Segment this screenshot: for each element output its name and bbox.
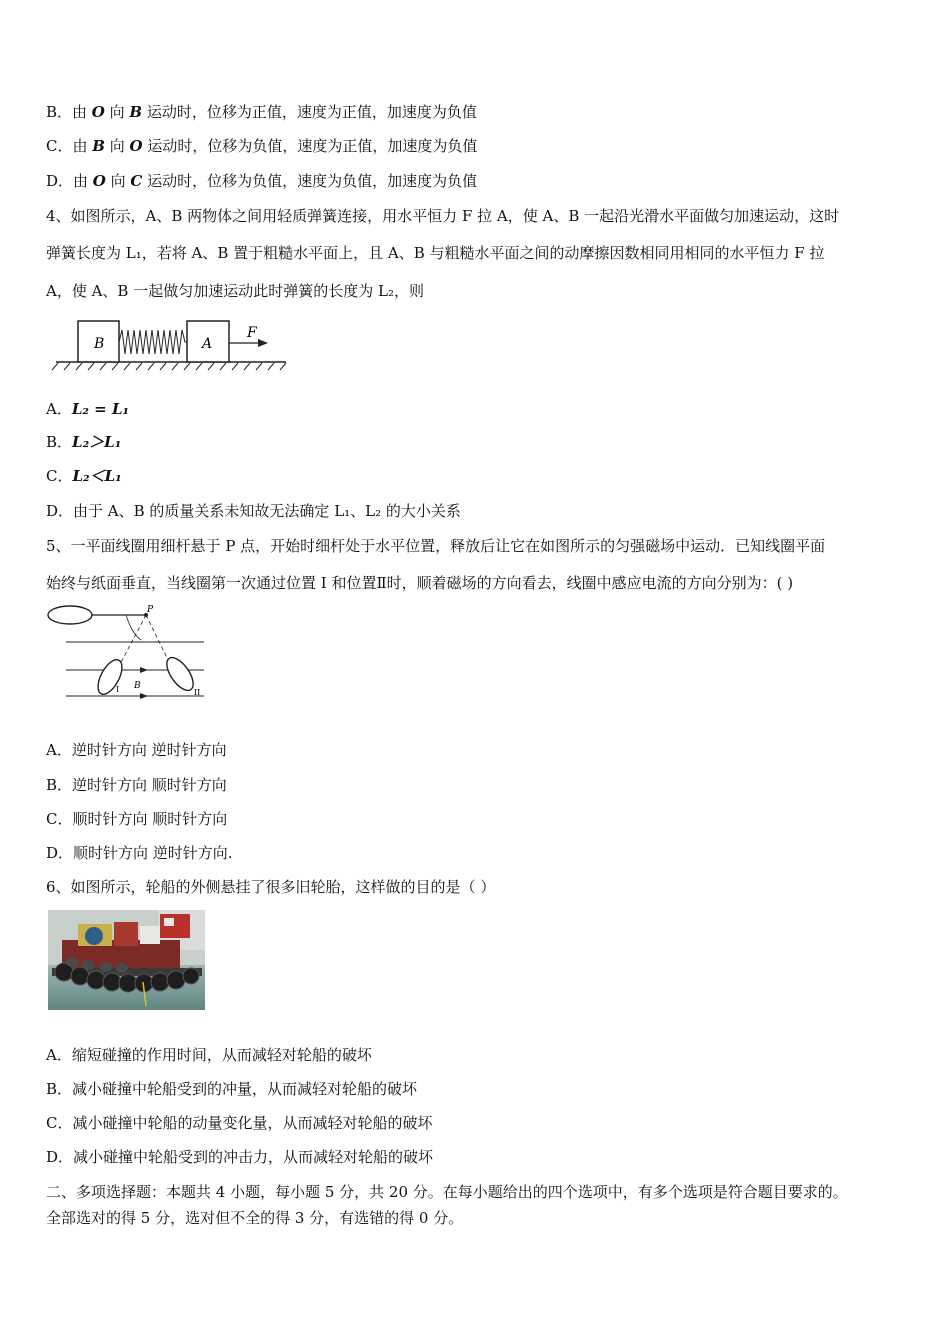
- option-label: C．: [46, 467, 73, 485]
- prev-option-d: [46, 171, 477, 191]
- option-text: 运动时，位移为负值，速度为正值，加速度为负值: [142, 137, 478, 155]
- option-text: 向: [105, 172, 131, 190]
- position-1-label: I: [116, 685, 120, 694]
- option-text: L₂＜L₁: [72, 467, 122, 485]
- option-label: C．由: [46, 137, 93, 155]
- q4-option-b: [46, 432, 121, 452]
- point-label: B: [92, 137, 105, 155]
- q5-coil-figure: [46, 600, 211, 705]
- option-text: 逆时针方向 逆时针方向: [71, 741, 227, 759]
- prev-option-b: [46, 102, 477, 122]
- spring: [119, 330, 187, 354]
- force-label: F: [247, 325, 257, 341]
- option-text: 运动时，位移为正值，速度为正值，加速度为负值: [142, 103, 477, 121]
- option-label: B．由: [46, 103, 92, 121]
- q6-stem: 6、如图所示，轮船的外侧悬挂了很多旧轮胎，这样做的目的是（ ）: [46, 878, 496, 896]
- coil-position-1: [93, 656, 127, 698]
- q5-option-d: [46, 843, 233, 863]
- point-label: O: [129, 137, 143, 155]
- q4-stem-line1: 4、如图所示，A、B 两物体之间用轻质弹簧连接，用水平恒力 F 拉 A，使 A、B 一起沿光滑水平面做匀加速运动，这时: [46, 207, 840, 225]
- section2-heading-line1: 二、多项选择题：本题共 4 小题，每小题 5 分，共 20 分。在每小题给出的四个选项中，有多个选项是符合题目要求的。: [46, 1183, 848, 1201]
- q5-option-a: [46, 740, 227, 760]
- option-label: D．: [46, 844, 74, 862]
- option-text: 减小碰撞中轮船的动量变化量，从而减轻对轮船的破坏: [72, 1114, 433, 1132]
- point-label: O: [91, 103, 105, 121]
- point-label: B: [129, 103, 143, 121]
- option-text: 缩短碰撞的作用时间，从而减轻对轮船的破坏: [71, 1046, 372, 1064]
- option-text: L₂＞L₁: [72, 433, 122, 451]
- q5-option-b: [46, 775, 227, 795]
- coil-start: [48, 606, 92, 624]
- option-text: 向: [104, 103, 130, 121]
- option-label: A．: [46, 741, 72, 759]
- option-text: 减小碰撞中轮船受到的冲击力，从而减轻对轮船的破坏: [73, 1148, 434, 1166]
- option-label: D．: [46, 502, 74, 520]
- point-label: C: [130, 172, 143, 190]
- option-label: A．: [46, 400, 72, 418]
- option-label: C．: [46, 1114, 73, 1132]
- block-b-label: B: [94, 336, 105, 352]
- q6-option-c: [46, 1113, 433, 1133]
- option-label: B．: [46, 776, 73, 794]
- position-2-label: II: [194, 688, 201, 697]
- q5-stem-line1: 5、一平面线圈用细杆悬于 P 点，开始时细杆处于水平位置，释放后让它在如图所示的匀强磁场中运动．已知线圈平面: [46, 537, 826, 555]
- option-label: D．: [46, 1148, 74, 1166]
- field-b-label: B: [134, 681, 141, 691]
- option-label: D．由: [46, 172, 93, 190]
- q4-option-c: [46, 466, 122, 486]
- q4-stem-line2: 弹簧长度为 L₁，若将 A、B 置于粗糙水平面上，且 A、B 与粗糙水平面之间的动摩擦因数相同用相同的水平恒力 F 拉: [46, 244, 825, 262]
- option-text: L₂ = L₁: [71, 400, 130, 418]
- pivot-p-label: P: [147, 605, 154, 615]
- q6-option-b: [46, 1079, 417, 1099]
- option-text: 运动时，位移为负值，速度为负值，加速度为负值: [142, 172, 478, 190]
- option-label: C．: [46, 810, 73, 828]
- block-a-label: A: [202, 336, 213, 352]
- option-text: 顺时针方向 逆时针方向.: [73, 844, 233, 862]
- q5-stem-line2: 始终与纸面垂直，当线圈第一次通过位置 I 和位置Ⅱ时，顺着磁场的方向看去，线圈中感应电流的方向分别为：( ): [46, 574, 794, 592]
- q6-option-d: [46, 1147, 433, 1167]
- option-label: A．: [46, 1046, 72, 1064]
- option-text: 逆时针方向 顺时针方向: [72, 776, 227, 794]
- point-label: O: [92, 172, 106, 190]
- coil-position-2: [162, 653, 199, 694]
- q6-option-a: [46, 1045, 372, 1065]
- option-text: 由于 A、B 的质量关系未知故无法确定 L₁、L₂ 的大小关系: [73, 502, 461, 520]
- option-label: B．: [46, 433, 73, 451]
- option-text: 向: [104, 137, 130, 155]
- q4-stem-line3: A，使 A、B 一起做匀加速运动此时弹簧的长度为 L₂，则: [46, 282, 424, 300]
- q5-option-c: [46, 809, 227, 829]
- q4-option-d: [46, 501, 461, 521]
- option-text: 顺时针方向 顺时针方向: [72, 810, 228, 828]
- section2-heading-line2: 全部选对的得 5 分，选对但不全的得 3 分，有选错的得 0 分。: [46, 1209, 464, 1227]
- prev-option-c: [46, 136, 477, 156]
- option-text: 减小碰撞中轮船受到的冲量，从而减轻对轮船的破坏: [72, 1080, 418, 1098]
- q4-spring-figure: [48, 318, 288, 372]
- q4-option-a: [46, 399, 129, 419]
- ship-tires-photo: [48, 910, 205, 1010]
- option-label: B．: [46, 1080, 73, 1098]
